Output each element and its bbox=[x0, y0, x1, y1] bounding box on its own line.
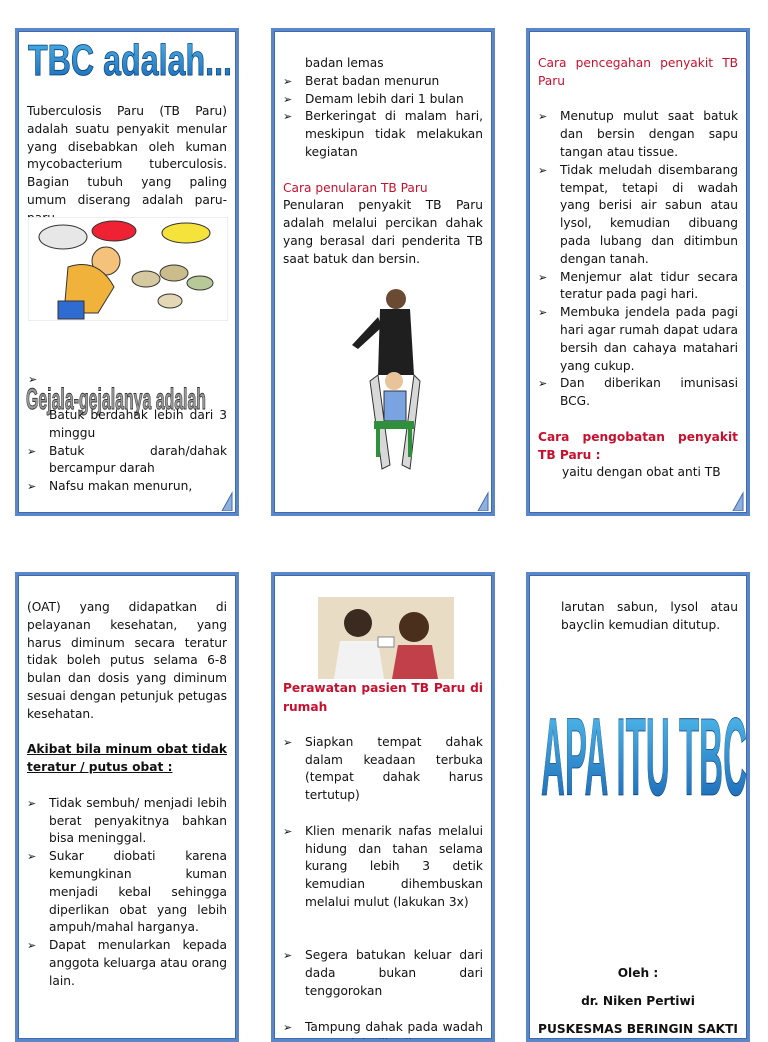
svg-text:APA ITU TBC: APA ITU TBC bbox=[541, 696, 747, 805]
bullet-item: ➢ Tampung dahak pada wadah bbox=[283, 1019, 483, 1034]
tbc-adalah-title bbox=[26, 35, 236, 81]
perawatan-title: Perawatan pasien TB Paru di rumah bbox=[283, 681, 483, 714]
akibat-title: Akibat bila minum obat tidak teratur / putus obat : bbox=[27, 742, 227, 775]
intro-text: Tuberculosis Paru (TB Paru) adalah suatu penyakit menular yang disebabkan oleh kuman mycobacterium tuberculosis. Bagian tubuh yang paling umum diserang adalah paru- bbox=[27, 104, 227, 207]
panel-2 bbox=[271, 28, 495, 516]
svg-text:TBC adalah...: TBC adalah... bbox=[28, 36, 232, 81]
coughing-person-illustration bbox=[28, 217, 228, 321]
bullet-item: ➢ Siapkan tempat dahak dalam keadaan terbuka (tempat dahak harus tertutup) bbox=[283, 734, 483, 803]
oat-text: (OAT) yang didapatkan di pelayanan kesehatan, yang harus diminum secara teratur tidak boleh putus selama 6-8 bulan dan dosis yang diminum sesuai dengan petunjuk petugas kesehatan. bbox=[27, 600, 227, 721]
pencegahan-title: Cara pencegahan penyakit TB Paru bbox=[538, 56, 738, 88]
bullet-item: ➢ Berat badan menurun bbox=[283, 73, 440, 88]
bullet-item: ➢ Dan diberikan imunisasi BCG. bbox=[538, 376, 738, 409]
bullet-item: Batuk berdahak lebih dari 3 minggu bbox=[49, 408, 227, 440]
apa-itu-tbc-title bbox=[539, 695, 750, 805]
bullet-item: ➢ Tidak sembuh/ menjadi lebih berat penyakitnya bahkan bisa meninggal. bbox=[27, 795, 227, 846]
svg-text:Gejala-gejalanya adalah: Gejala-gejalanya adalah bbox=[26, 383, 206, 416]
page-curl-icon bbox=[731, 491, 745, 511]
oleh-label: Oleh : bbox=[617, 966, 659, 980]
author-name: dr. Niken Pertiwi bbox=[581, 994, 695, 1008]
father-child-illustration bbox=[334, 285, 434, 471]
organization-name: PUSKESMAS BERINGIN SAKTI bbox=[538, 1022, 738, 1036]
pengobatan-text: yaitu dengan obat anti TB bbox=[562, 465, 721, 480]
page-curl-icon bbox=[476, 491, 490, 511]
panel-6 bbox=[526, 572, 750, 1042]
penularan-text: Penularan penyakit TB Paru adalah melalui percikan dahak yang berasal dari penderita TB saat batuk dan bersin. bbox=[283, 198, 483, 266]
panel-5 bbox=[271, 572, 495, 1042]
bullet-item: ➢ Berkeringat di malam hari, meskipun tidak melakukan kegiatan bbox=[283, 109, 483, 159]
penularan-title: Cara penularan TB Paru bbox=[283, 180, 428, 195]
panel-4 bbox=[15, 572, 239, 1042]
panel-3 bbox=[526, 28, 750, 516]
bullet-item: badan lemas bbox=[305, 56, 384, 70]
bullet-item: ➢ Demam lebih dari 1 bulan bbox=[283, 91, 464, 106]
bullet-item: ➢ Sukar diobati karena kemungkinan kuman menjadi kebal sehingga diperlikan obat yang lebih ampuh/mahal harganya. bbox=[27, 849, 227, 935]
bullet-item: ➢ Klien menarik nafas melalui hidung dan tahan selama kurang lebih 3 detik kemudian dihembuskan melalui mulut (lakukan 3x) bbox=[283, 823, 483, 909]
bullet-item: ➢ Menutup mulut saat batuk dan bersin dengan sapu tangan atau tissue. bbox=[538, 109, 738, 159]
pengobatan-title: Cara pengobatan penyakit TB Paru : bbox=[538, 429, 738, 462]
page-curl-icon bbox=[220, 491, 234, 511]
panel-1 bbox=[15, 28, 239, 516]
bullet-item: ➢ Menjemur alat tidur secara teratur pada pagi hari. bbox=[538, 269, 738, 302]
bullet-item: ➢ Tidak meludah disembarang tempat, tetapi di wadah yang berisi air sabun atau lysol, kemudian dibuang pada lubang dan ditimbun dengan tanah. bbox=[538, 162, 738, 266]
bullet-item: ➢ bbox=[28, 373, 38, 386]
patient-photo bbox=[318, 597, 454, 679]
bullet-item: ➢ Segera batukan keluar dari dada bukan dari tenggorokan bbox=[283, 948, 483, 998]
bullet-item: ➢ Membuka jendela pada pagi hari agar rumah dapat udara bersih dan cahaya matahari yang cukup. bbox=[538, 305, 738, 373]
larutan-text: larutan sabun, lysol atau bayclin kemudian ditutup. bbox=[561, 600, 738, 632]
bullet-item: ➢ Dapat menularkan kepada anggota keluarga atau orang lain. bbox=[27, 938, 227, 988]
bullet-item: ➢ Nafsu makan menurun, bbox=[27, 479, 193, 494]
bullet-item: ➢ Batuk darah/dahak bercampur darah bbox=[27, 443, 227, 476]
